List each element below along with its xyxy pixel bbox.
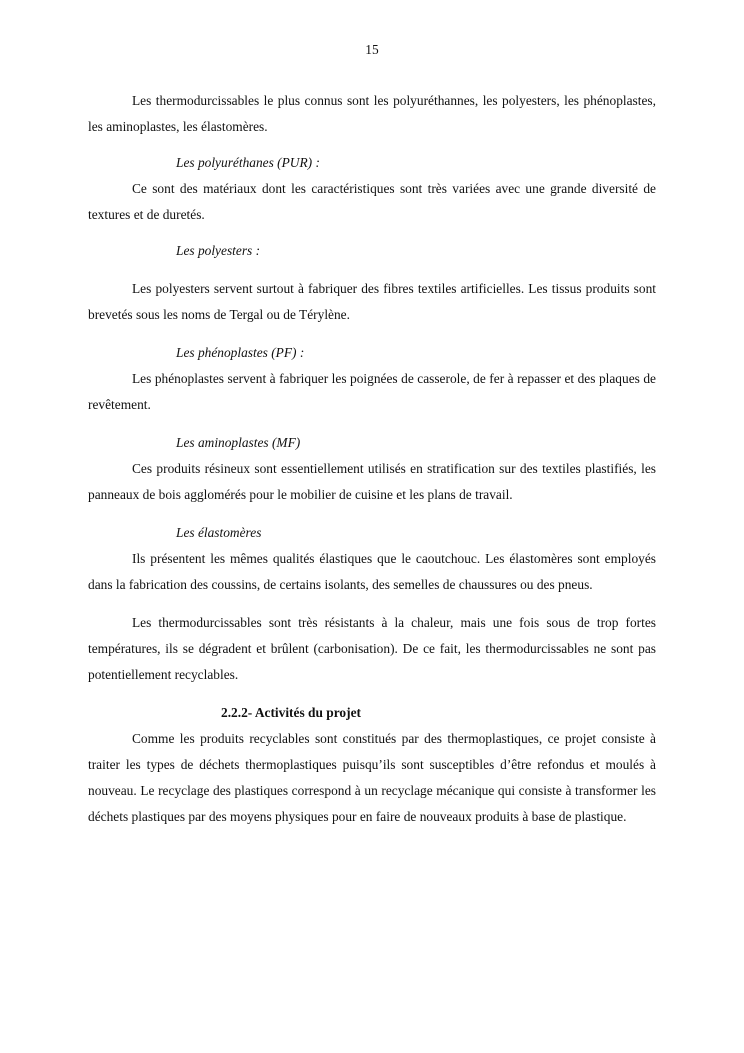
paragraph-polyurethanes: Ce sont des matériaux dont les caractéristiques sont très variées avec une grande diversité de textures et de duretés. bbox=[88, 181, 656, 222]
paragraph-polyesters: Les polyesters servent surtout à fabriquer des fibres textiles artificielles. Les tissus produits sont brevetés sous les noms de Tergal ou de Térylène. bbox=[88, 281, 656, 322]
paragraph-aminoplastes: Ces produits résineux sont essentiellement utilisés en stratification sur des textiles plastifiés, les panneaux de bois agglomérés pour le mobilier de cuisine et les plans de travail. bbox=[88, 461, 656, 502]
heading-phenoplastes: Les phénoplastes (PF) : bbox=[176, 345, 305, 360]
heading-polyurethanes: Les polyuréthanes (PUR) : bbox=[176, 155, 320, 170]
heading-aminoplastes: Les aminoplastes (MF) bbox=[176, 435, 301, 450]
page-number: 15 bbox=[365, 42, 379, 57]
section-title-activites: 2.2.2- Activités du projet bbox=[221, 705, 361, 720]
paragraph-phenoplastes: Les phénoplastes servent à fabriquer les poignées de casserole, de fer à repasser et des plaques de revêtement. bbox=[88, 371, 656, 412]
paragraph-activites: Comme les produits recyclables sont constitués par des thermoplastiques, ce projet consiste à traiter les types de déchets thermoplastiques puisqu’ils sont susceptibles d’être refondus et moulés à nouveau. Le recyclage des plastiques correspond à un recyclage mécanique qui consiste à transformer les déchets plastiques par des moyens physiques pour en faire de nouveaux produits à base de plastique. bbox=[88, 731, 656, 824]
intro-paragraph: Les thermodurcissables le plus connus sont les polyuréthannes, les polyesters, les phénoplastes, les aminoplastes, les élastomères. bbox=[88, 93, 656, 134]
heading-polyesters: Les polyesters : bbox=[176, 243, 261, 258]
document-body bbox=[88, 88, 656, 830]
paragraph-elastomeres: Ils présentent les mêmes qualités élastiques que le caoutchouc. Les élastomères sont employés dans la fabrication des coussins, de certains isolants, des semelles de chaussures ou des pneus. bbox=[88, 551, 656, 592]
heading-elastomeres: Les élastomères bbox=[176, 525, 262, 540]
conclusion-paragraph: Les thermodurcissables sont très résistants à la chaleur, mais une fois sous de trop fortes températures, ils se dégradent et brûlent (carbonisation). De ce fait, les thermodurcissables ne sont pas potentiellement recyclables. bbox=[88, 615, 656, 682]
